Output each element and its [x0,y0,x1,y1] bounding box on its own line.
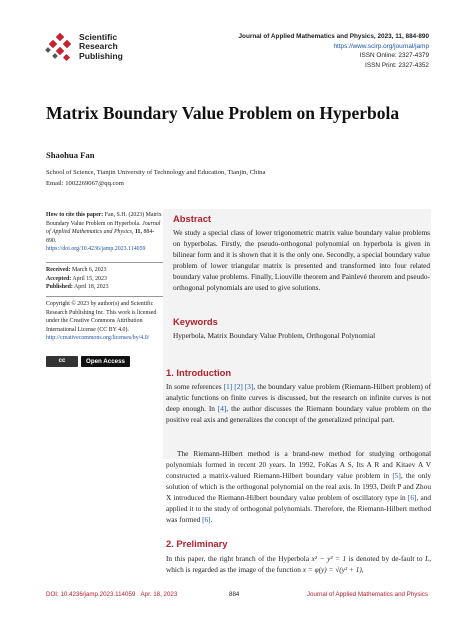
intro-text: . [210,515,213,525]
copyright-text: Copyright © 2023 by author(s) and Scientific Research Publishing Inc. This work is licensed under the Creative Commons Attribution International License (CC BY 4.0). [46,301,157,333]
hyperbola-equation: x² − y² = 1 [311,554,347,563]
prelim-text: In this paper, the right branch of the Hyperbola [166,554,310,563]
cite-doi-link[interactable]: https://doi.org/10.4236/jamp.2023.114059 [46,246,146,253]
sidebar-divider [46,262,164,263]
intro-text: In some references [166,382,222,391]
page-number: 884 [229,591,240,598]
publisher-line-2: Research [79,41,118,52]
prelim-text: , which is regarded as the image of the function [166,554,432,575]
intro-text: , and applied it to the study of orthogonal polynomials. Therefore, the Riemann-Hilbert method was formed [166,493,432,525]
author-name: Shaohua Fan [46,150,95,160]
intro-paragraph-2 [166,448,431,525]
prelim-text: is denoted by de-fault to [348,554,423,563]
license-link[interactable]: http://creativecommons.org/licenses/by/4.0/ [46,335,150,342]
citation-ref-link[interactable]: [6] [407,493,417,503]
curve-symbol: L [425,554,430,563]
abstract-heading: Abstract [173,213,212,224]
open-access-badge: Open Access [81,356,130,367]
journal-citation: Journal of Applied Mathematics and Physics, 2023, 11, 884-890 [238,33,429,40]
citation-ref-link[interactable]: [6] [202,515,211,525]
paper-title: Matrix Boundary Value Problem on Hyperbola [46,103,400,123]
section-heading-preliminary: 2. Preliminary [166,538,228,549]
intro-text: The Riemann-Hilbert method is a brand-new method for studying orthogonal polynomials formed in recent 20 years. In 1992, FoKas A S, Its A R and Kitaev A V constructed a matrix-valued Riemann-Hilbert boundary value problem in [166,449,431,481]
cite-volume: 11, [134,229,142,236]
intro-text: , the boundary value problem (Riemann-Hilbert problem) of analytic functions on finite curves is discussed, but the research on infinite curves is not deep enough. In [166,382,432,414]
keywords-heading: Keywords [173,316,218,327]
cite-label: How to cite this paper: [46,212,104,218]
received-label: Received: [46,267,71,273]
keywords-text: Hyperbola, Matrix Boundary Value Problem, Orthogonal Polynomial [173,331,376,340]
citation-block [46,211,164,254]
publisher-name [79,33,123,61]
issn-print: ISSN Print: 2327-4352 [365,61,429,69]
section-heading-introduction: 1. Introduction [166,367,232,378]
affiliation: School of Science, Tianjin University of Technology and Education, Tianjin, China [46,169,266,176]
citation-ref-link[interactable]: [2] [234,382,243,391]
scirp-logo-icon [45,32,75,62]
footer-journal: Journal of Applied Mathematics and Physics [306,591,428,598]
function-equation: x = φ(y) = √(y² + 1) [302,565,362,575]
cite-pages: 884-890. [46,229,155,244]
cite-journal: Journal of Applied Mathematics and Physics, [46,220,161,236]
prelim-paragraph [166,553,431,575]
accepted-label: Accepted: [46,275,72,282]
cite-text: Fan, S.H. (2023) Matrix Boundary Value Problem on Hyperbola. [46,212,162,227]
footer-doi[interactable] [46,591,177,598]
citation-ref-link[interactable]: [3] [244,382,254,391]
publisher-line-3: Publishing [79,50,123,61]
footer-date: Apr. 18, 2023 [140,591,178,598]
abstract-text: We study a special class of lower trigonometric matrix value boundary value problems on hyperbolas. Firstly, the pseudo-orthogonal polynomial on hyperbola is given in bilinear form and it is shown that it is the only one. Secondly, a special boundary value problem of lower triangular matrix is presented and transformed into four related boundary value problems. Finally, Liouville theorem and Painlevé theorem and pseudo-orthogonal polynomials are used to give solutions. [173,228,430,293]
published-date: April 18, 2023 [74,284,109,291]
license-badges [46,356,130,367]
publisher-line-1: Scientific [79,31,118,42]
citation-ref-link[interactable]: [1] [223,382,233,391]
affiliation-block [46,168,265,189]
intro-text: , the author discusses the Riemann boundary value problem on the positive real axis and generalizes the concept of the generalized principal part. [166,404,432,425]
publisher-logo [45,32,123,62]
footer-doi-text: DOI: 10.4236/jamp.2023.114059 [46,591,136,598]
author-email: Email: 1002269067@qq.com [46,179,124,187]
prelim-text: , [361,565,364,575]
dates-block [46,266,164,292]
journal-url-link[interactable]: https://www.scirp.org/journal/jamp [333,42,429,50]
published-label: Published: [46,284,73,291]
received-date: March 6, 2023 [72,267,107,273]
copyright-block [46,300,164,343]
issn-online: ISSN Online: 2327-4379 [359,52,429,60]
sidebar-divider [46,296,164,297]
accepted-date: April 15, 2023 [72,275,107,282]
journal-header [239,32,430,70]
citation-ref-link[interactable]: [4] [217,404,227,414]
intro-paragraph-1 [166,381,431,425]
citation-ref-link[interactable]: [5] [392,471,401,481]
cc-by-badge[interactable]: cc [46,356,78,367]
intro-text: , the only solution of which is the orthogonal polynomial on the real axis. In 1993, Deift P and Zhou X introduced the Riemann-Hilbert boundary value problem of oscillatory type in [166,471,431,503]
